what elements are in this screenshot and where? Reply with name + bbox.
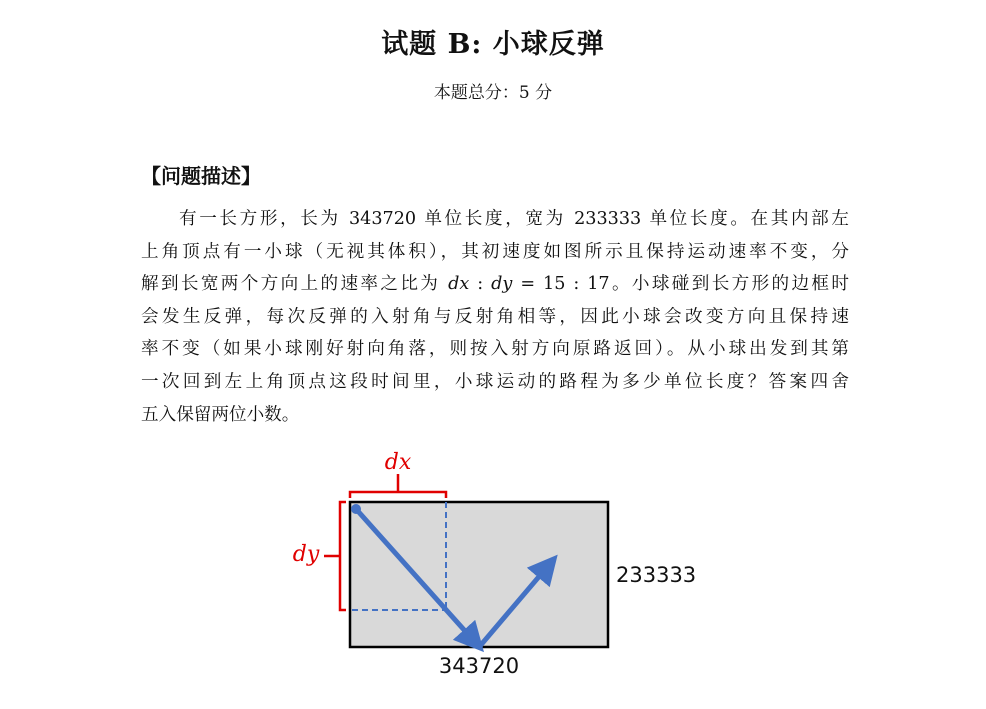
title-prefix: 试题 [381, 29, 438, 60]
description-line: 率不变（如果小球刚好射向角落，则按入射方向原路返回）。从小球出发到其第 [141, 339, 849, 360]
ratio-tail-text: = 15 : 17。小球碰到长方形的边框时 [512, 274, 849, 295]
problem-description [141, 203, 849, 431]
title-name: 小球反弹 [492, 29, 605, 60]
description-line: 五入保留两位小数。 [141, 404, 300, 425]
height-label: 233333 [616, 563, 697, 587]
description-line: 会发生反弹，每次反弹的入射角与反射角相等，因此小球会改变方向且保持速 [141, 306, 849, 327]
dx-bracket [350, 474, 446, 498]
problem-title [0, 22, 986, 61]
description-line: 一次回到左上角顶点这段时间里，小球运动的路程为多少单位长度？答案四舍 [141, 371, 849, 392]
ratio-lead-text: 解到长宽两个方向上的速率之比为 [141, 274, 449, 295]
ratio-dx: dx [448, 274, 470, 295]
ratio-colon: : [469, 274, 492, 295]
width-label: 343720 [438, 654, 520, 678]
description-line: 上角顶点有一小球（无视其体积），其初速度如图所示且保持运动速率不变，分 [141, 241, 849, 262]
total-score: 本题总分：5 分 [433, 83, 553, 103]
dy-bracket [324, 502, 346, 610]
ratio-dy: dy [491, 274, 513, 295]
title-letter: B: [447, 29, 483, 60]
dx-label: dx [384, 450, 412, 475]
description-line: 有一长方形，长为 343720 单位长度，宽为 233333 单位长度。在其内部左 [179, 209, 849, 229]
bounce-diagram [280, 440, 720, 690]
dy-label: dy [292, 542, 320, 567]
description-line [141, 268, 849, 301]
rectangle-box [350, 502, 608, 647]
section-heading: 【问题描述】 [141, 164, 261, 188]
